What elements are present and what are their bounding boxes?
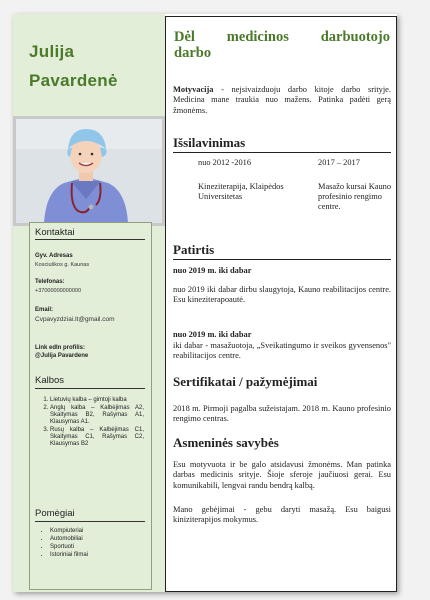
education-divider bbox=[173, 152, 391, 153]
motivation-label: Motyvacija bbox=[173, 85, 214, 94]
experience-heading: Patirtis bbox=[173, 242, 215, 257]
document-title-line2: darbo bbox=[174, 45, 212, 61]
experience-period: nuo 2019 m. iki dabar bbox=[173, 330, 252, 339]
qualities-heading: Asmeninės savybės bbox=[173, 435, 279, 450]
main-column bbox=[165, 16, 397, 592]
hobby-item: • Automobiliai bbox=[50, 536, 144, 543]
qualities-text-1: Esu motyvuota ir be galo atsidavusi žmonėms. Man patinka darbas medicinis srityje. Šioje sferoje jaučiuosi gerai. Esu komunikabili, lengvai randu bendrą kalbą. bbox=[173, 460, 391, 490]
first-name: Julija bbox=[29, 42, 75, 61]
contacts-divider bbox=[35, 239, 145, 240]
contacts-heading: Kontaktai bbox=[35, 227, 75, 238]
languages-heading: Kalbos bbox=[35, 375, 65, 386]
phone-label: Telefonas: bbox=[35, 279, 65, 285]
languages-list bbox=[50, 397, 144, 449]
address-value: Kosciuškos g. Kaunas bbox=[35, 262, 90, 268]
certificates-text: 2018 m. Pirmoji pagalba sužeistajam. 2018 m. Kauno profesinio rengimo centras. bbox=[173, 404, 391, 424]
photo-image bbox=[16, 119, 162, 223]
address-label: Gyv. Adresas bbox=[35, 253, 73, 259]
motivation-paragraph bbox=[173, 85, 391, 116]
nurse-illustration bbox=[16, 119, 162, 223]
certificates-heading: Sertifikatai / pažymėjimai bbox=[173, 374, 318, 389]
linkedin-value[interactable]: @Julija Pavardene bbox=[35, 353, 89, 359]
language-item: 3. Rusų kalba – Kalbėjimas C1, Skaitymas C1, Rašymas C2, Klausymas B2 bbox=[50, 427, 144, 448]
experience-text: iki dabar - masažuotoja, „Sveikatingumo ir sveikos gyvensenos" reabilitacijos centre. bbox=[173, 341, 391, 361]
profile-photo bbox=[13, 116, 165, 226]
name-block bbox=[13, 14, 165, 112]
email-label: Email: bbox=[35, 307, 54, 313]
languages-divider bbox=[35, 388, 145, 389]
education-heading: Išsilavinimas bbox=[173, 135, 246, 150]
document-title-line1: Dėl medicinos darbuotojo bbox=[174, 29, 390, 45]
hobbies-divider bbox=[35, 521, 145, 522]
qualities-text-2: Mano gebėjimai - gebu daryti masažą. Esu baigusi kiniziterapijos mokymus. bbox=[173, 505, 391, 525]
hobby-item: • Kompiuteriai bbox=[50, 528, 144, 535]
language-item: 2. Anglų kalba – Kalbėjimas A2, Skaitymas B2, Rašymas A1, Klausymas A1. bbox=[50, 405, 144, 426]
hobby-item: • Istoriniai filmai bbox=[50, 552, 144, 559]
linkedin-label: Link edIn profilis: bbox=[35, 345, 86, 351]
education-school: Kineziterapija, Klaipėdos Universitetas bbox=[198, 182, 284, 201]
hobbies-heading: Pomėgiai bbox=[35, 508, 75, 519]
last-name: Pavardenė bbox=[29, 71, 118, 90]
hobbies-list bbox=[50, 528, 144, 560]
motivation-text: - nejsivaizduoju darbo kitoje darbo srityje. Medicina mane traukia nuo mažens. Patinka padėti gerą žmonėms. bbox=[173, 85, 391, 115]
education-period: nuo 2012 -2016 bbox=[198, 158, 252, 167]
education-period: 2017 – 2017 bbox=[318, 158, 360, 167]
language-item: 1. Lietuvių kalba – gimtoji kalba bbox=[50, 397, 144, 404]
experience-text: nuo 2019 iki dabar dirbu slaugytoja, Kauno reabilitacijos centre. Esu kineziterapoautė. bbox=[173, 285, 391, 305]
sidebar-info-box bbox=[29, 222, 152, 590]
experience-divider bbox=[173, 259, 391, 260]
phone-value: +37000000000000 bbox=[35, 288, 82, 294]
experience-period: nuo 2019 m. iki dabar bbox=[173, 266, 252, 275]
hobby-item: • Sportuoti bbox=[50, 544, 144, 551]
email-value[interactable]: Cvpavyzdziai.lt@gmail.com bbox=[35, 316, 115, 323]
education-school: Masažo kursai Kauno profesinio rengimo centre. bbox=[318, 182, 392, 211]
